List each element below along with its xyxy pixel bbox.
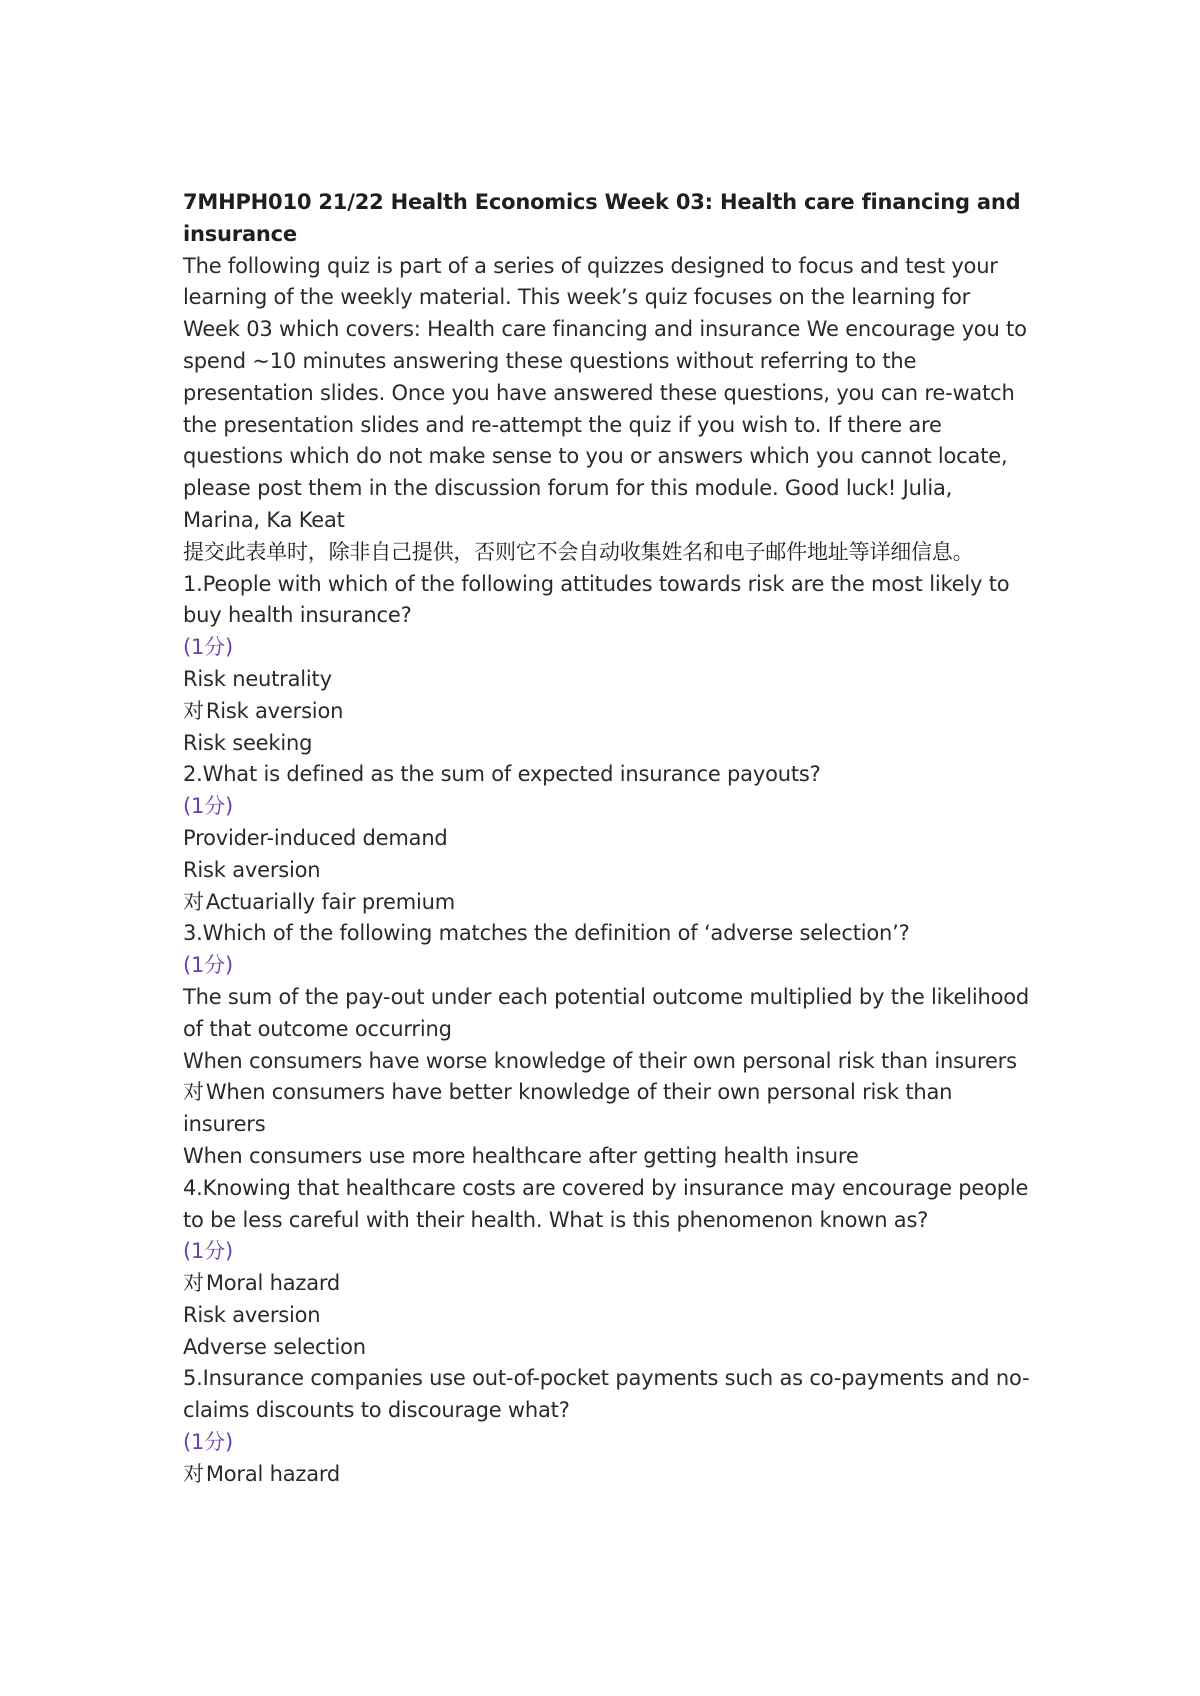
answer-option-text: Risk aversion [205, 698, 344, 723]
question-text: 1.People with which of the following attitudes towards risk are the most likely to buy health insurance? [183, 571, 1010, 628]
answer-option [183, 855, 1033, 887]
quiz-title: 7MHPH010 21/22 Health Economics Week 03: Health care financing and insurance [183, 190, 1021, 246]
correct-marker: 对 [183, 1271, 204, 1296]
answer-option-text: Provider-induced demand [183, 825, 448, 850]
answer-option-text: Risk aversion [183, 857, 321, 882]
quiz-intro: The following quiz is part of a series of quizzes designed to focus and test your learning of the weekly material. This week’s quiz focuses on the learning for Week 03 which covers: Health care financing and insurance We encourage you to spend ~10 minutes answering these questions without referring to the presentation slides. Once you have answered these questions, you can re-watch the presentation slides and re-attempt the quiz if you wish to. If there are questions which do not make sense to you or answers which you cannot locate, please post them in the discussion forum for this module. Good luck! Julia, Marina, Ka Keat [183, 253, 1027, 532]
answer-option-text: The sum of the pay-out under each potential outcome multiplied by the likelihood of that outcome occurring [183, 984, 1030, 1041]
answer-option-text: Adverse selection [183, 1334, 366, 1359]
answer-option-correct [183, 1077, 1033, 1141]
question-points: (1分) [183, 1239, 233, 1264]
answer-option-text: When consumers use more healthcare after getting health insure [183, 1143, 859, 1168]
question-text: 3.Which of the following matches the definition of ‘adverse selection’? [183, 921, 910, 946]
question-text: 4.Knowing that healthcare costs are covered by insurance may encourage people to be less careful with their health. What is this phenomenon known as? [183, 1175, 1029, 1232]
answer-option-correct [183, 696, 1033, 728]
privacy-notice: 提交此表单时，除非自己提供，否则它不会自动收集姓名和电子邮件地址等详细信息。 [183, 539, 974, 564]
question-points: (1分) [183, 635, 233, 660]
correct-marker: 对 [183, 698, 204, 723]
answer-option [183, 1300, 1033, 1332]
answer-option-text: Risk seeking [183, 730, 313, 755]
answer-option [183, 1141, 1033, 1173]
quiz-document [183, 187, 1033, 1491]
question-5 [183, 1363, 1033, 1490]
question-text: 2.What is defined as the sum of expected insurance payouts? [183, 762, 821, 787]
correct-marker: 对 [183, 1080, 204, 1105]
question-points: (1分) [183, 953, 233, 978]
answer-option [183, 1046, 1033, 1078]
answer-option-text: Moral hazard [205, 1461, 341, 1486]
answer-option [183, 823, 1033, 855]
answer-option [183, 982, 1033, 1046]
question-4 [183, 1173, 1033, 1364]
answer-option-correct [183, 1268, 1033, 1300]
correct-marker: 对 [183, 1461, 204, 1486]
answer-option-text: When consumers have worse knowledge of their own personal risk than insurers [183, 1048, 1017, 1073]
question-2 [183, 759, 1033, 918]
answer-option-text: When consumers have better knowledge of their own personal risk than insurers [183, 1080, 953, 1137]
answer-option-text: Moral hazard [205, 1271, 341, 1296]
question-text: 5.Insurance companies use out-of-pocket payments such as co-payments and no-claims discounts to discourage what? [183, 1366, 1030, 1423]
question-points: (1分) [183, 794, 233, 819]
question-1 [183, 569, 1033, 760]
answer-option [183, 664, 1033, 696]
answer-option [183, 1332, 1033, 1364]
question-3 [183, 918, 1033, 1172]
answer-option [183, 728, 1033, 760]
answer-option-correct [183, 1459, 1033, 1491]
answer-option-text: Risk aversion [183, 1302, 321, 1327]
correct-marker: 对 [183, 889, 204, 914]
answer-option-text: Risk neutrality [183, 666, 332, 691]
answer-option-correct [183, 887, 1033, 919]
answer-option-text: Actuarially fair premium [205, 889, 455, 914]
question-points: (1分) [183, 1430, 233, 1455]
